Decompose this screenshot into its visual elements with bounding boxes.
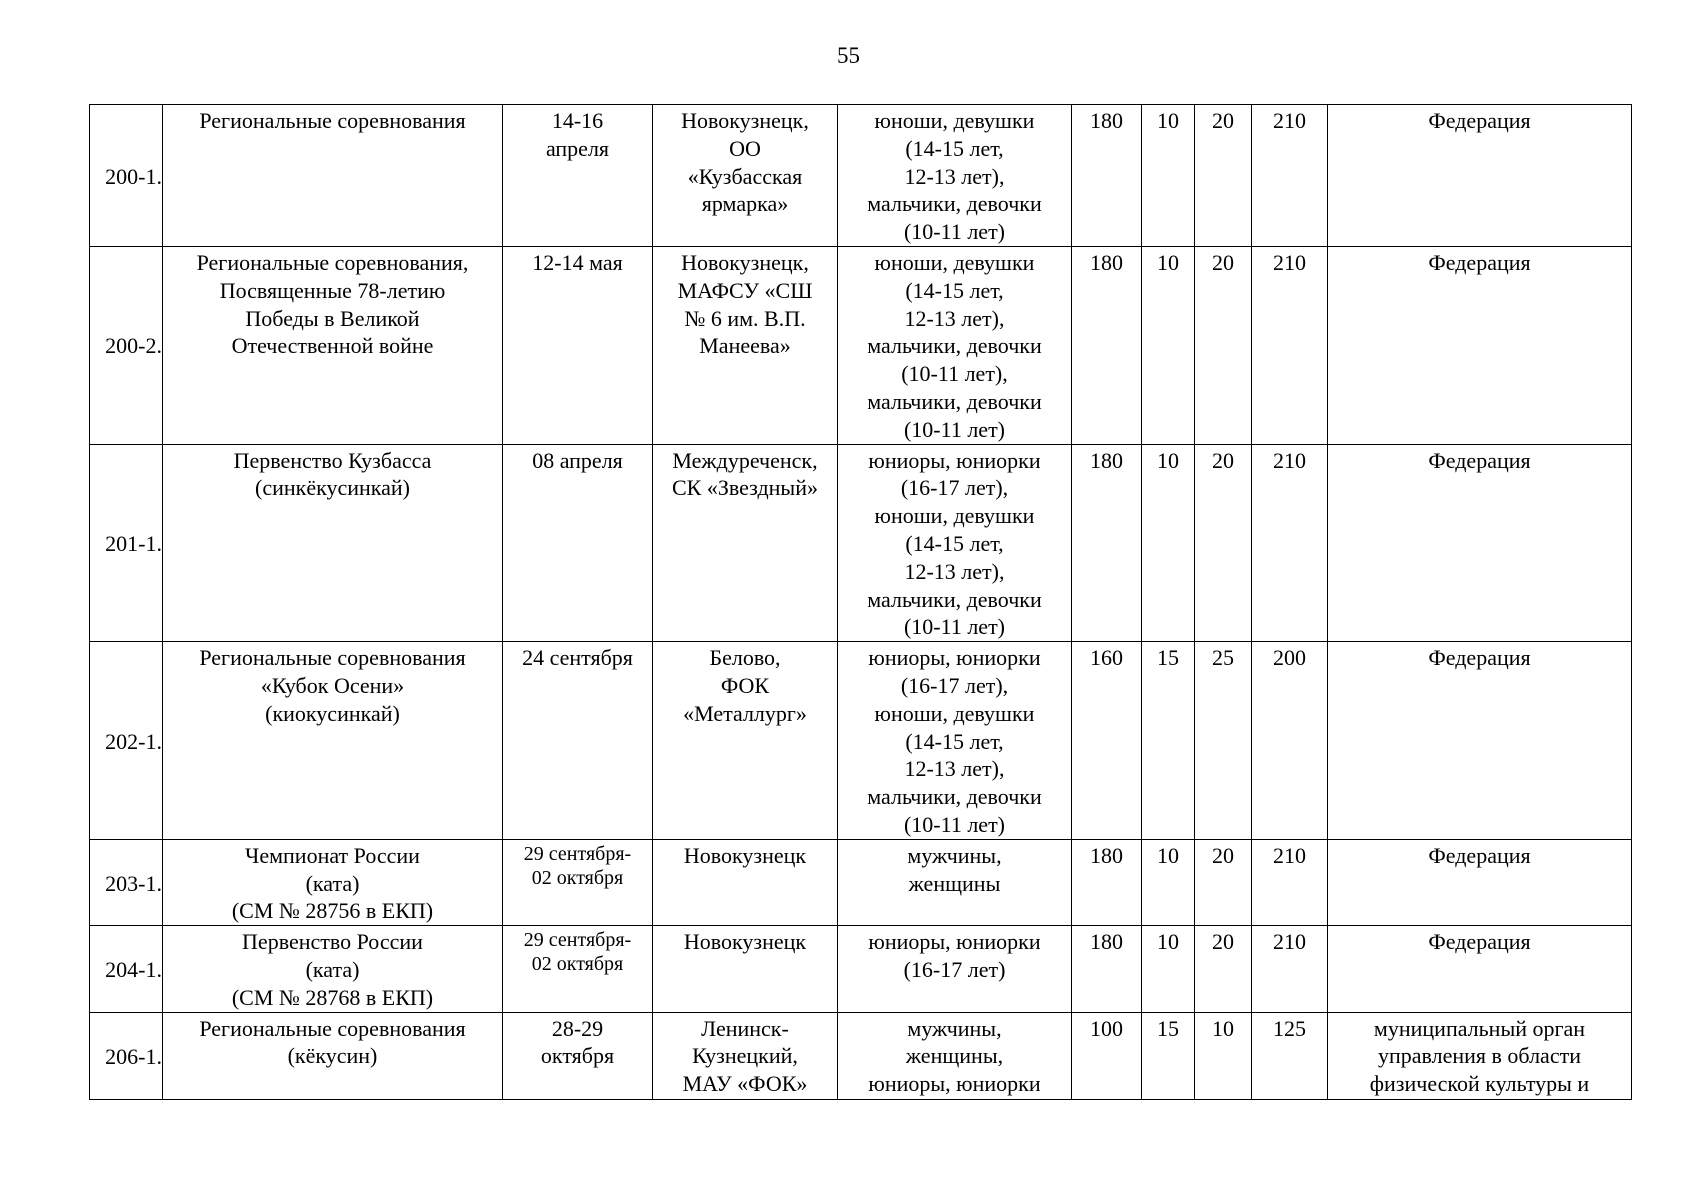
value-4-text: 210 <box>1273 929 1306 955</box>
value-1-cell <box>1072 246 1142 444</box>
value-2-text: 10 <box>1157 249 1179 275</box>
value-2-text: 10 <box>1157 447 1179 473</box>
table-body <box>90 105 1632 1100</box>
organizer-cell <box>1328 444 1632 642</box>
row-number-text: 204-1. <box>105 956 162 982</box>
event-name-text: Региональные соревнования «Кубок Осени» (киокусинкай) <box>199 645 466 726</box>
row-number-text: 200-1. <box>105 163 162 189</box>
participants-text: юниоры, юниорки (16-17 лет) <box>868 929 1041 982</box>
event-place-text: Ленинск- Кузнецкий, МАУ «ФОК» <box>682 1015 808 1097</box>
row-number-cell <box>90 105 163 247</box>
value-4-cell <box>1252 444 1328 642</box>
event-date-text: 28-29 октября <box>540 1015 615 1069</box>
row-number-cell <box>90 246 163 444</box>
event-place-cell <box>653 246 838 444</box>
event-name-cell <box>163 839 503 925</box>
value-1-text: 180 <box>1090 447 1123 473</box>
row-number-text: 200-2. <box>105 333 162 359</box>
value-2-cell <box>1142 642 1195 840</box>
participants-text: юноши, девушки (14-15 лет, 12-13 лет), мальчики, девочки (10-11 лет), мальчики, девочки (10-11 лет) <box>867 249 1042 442</box>
event-date-cell <box>503 839 653 925</box>
table-row <box>90 1012 1632 1099</box>
organizer-text: Федерация <box>1428 249 1531 275</box>
event-name-cell <box>163 926 503 1012</box>
organizer-cell <box>1328 1012 1632 1099</box>
value-2-cell <box>1142 926 1195 1012</box>
row-number-text: 202-1. <box>105 728 162 754</box>
event-date-cell <box>503 105 653 247</box>
value-4-text: 210 <box>1273 447 1306 473</box>
event-date-text: 29 сентября- 02 октября <box>523 842 632 889</box>
value-1-text: 100 <box>1090 1015 1123 1041</box>
event-place-cell <box>653 105 838 247</box>
value-4-text: 210 <box>1273 108 1306 133</box>
row-number-text: 201-1. <box>105 530 162 556</box>
value-3-cell <box>1195 105 1252 247</box>
value-2-text: 10 <box>1157 842 1179 868</box>
organizer-cell <box>1328 839 1632 925</box>
event-name-text: Чемпионат России (ката) (СМ № 28756 в ЕКП) <box>231 842 434 924</box>
row-number-text: 206-1. <box>105 1043 162 1069</box>
value-3-text: 20 <box>1212 929 1234 955</box>
value-4-text: 125 <box>1273 1015 1306 1041</box>
value-3-text: 20 <box>1212 249 1234 275</box>
event-date-text: 14-16 апреля <box>545 108 610 161</box>
value-1-text: 160 <box>1090 645 1123 671</box>
value-3-text: 25 <box>1212 645 1234 671</box>
value-3-cell <box>1195 642 1252 840</box>
event-date-text: 29 сентября- 02 октября <box>523 929 632 976</box>
event-date-cell <box>503 642 653 840</box>
value-3-text: 10 <box>1212 1015 1234 1041</box>
event-place-cell <box>653 444 838 642</box>
organizer-cell <box>1328 642 1632 840</box>
participants-text: мужчины, женщины <box>907 842 1002 896</box>
event-place-text: Новокузнецк <box>683 842 807 868</box>
value-1-text: 180 <box>1090 108 1123 133</box>
value-3-cell <box>1195 444 1252 642</box>
row-number-cell <box>90 1012 163 1099</box>
value-3-cell <box>1195 839 1252 925</box>
organizer-text: Федерация <box>1428 108 1531 133</box>
event-place-cell <box>653 1012 838 1099</box>
event-name-cell <box>163 1012 503 1099</box>
event-name-text: Первенство Кузбасса (синкёкусинкай) <box>233 447 432 501</box>
table-row <box>90 105 1632 247</box>
events-table <box>89 104 1632 1100</box>
value-4-cell <box>1252 105 1328 247</box>
event-date-cell <box>503 926 653 1012</box>
participants-cell <box>838 1012 1072 1099</box>
value-1-text: 180 <box>1090 842 1123 868</box>
value-2-cell <box>1142 105 1195 247</box>
participants-text: юноши, девушки (14-15 лет, 12-13 лет), мальчики, девочки (10-11 лет) <box>867 108 1042 245</box>
value-3-cell <box>1195 926 1252 1012</box>
organizer-text: Федерация <box>1428 447 1531 473</box>
event-name-cell <box>163 246 503 444</box>
value-2-text: 15 <box>1157 1015 1179 1041</box>
value-4-text: 210 <box>1273 249 1306 275</box>
value-3-cell <box>1195 1012 1252 1099</box>
value-1-cell <box>1072 1012 1142 1099</box>
value-2-text: 10 <box>1157 929 1179 955</box>
value-1-cell <box>1072 642 1142 840</box>
value-1-cell <box>1072 444 1142 642</box>
page-number: 55 <box>837 43 860 68</box>
participants-text: юниоры, юниорки (16-17 лет), юноши, девушки (14-15 лет, 12-13 лет), мальчики, девочки (10-11 лет) <box>867 447 1042 640</box>
value-4-text: 200 <box>1273 645 1306 671</box>
event-name-text: Региональные соревнования, Посвященные 78-летию Победы в Великой Отечественной войне <box>196 249 469 359</box>
value-2-text: 10 <box>1157 108 1179 133</box>
value-1-cell <box>1072 105 1142 247</box>
value-3-text: 20 <box>1212 447 1234 473</box>
value-4-cell <box>1252 926 1328 1012</box>
value-4-cell <box>1252 246 1328 444</box>
event-date-cell <box>503 246 653 444</box>
participants-text: юниоры, юниорки (16-17 лет), юноши, девушки (14-15 лет, 12-13 лет), мальчики, девочки (10-11 лет) <box>867 645 1042 837</box>
row-number-cell <box>90 839 163 925</box>
event-name-cell <box>163 444 503 642</box>
participants-cell <box>838 105 1072 247</box>
event-place-cell <box>653 642 838 840</box>
value-4-text: 210 <box>1273 842 1306 868</box>
event-date-text: 08 апреля <box>532 447 623 473</box>
event-name-text: Региональные соревнования (кёкусин) <box>199 1015 466 1069</box>
event-date-cell <box>503 444 653 642</box>
row-number-text: 203-1. <box>105 870 162 896</box>
participants-text: мужчины, женщины, юниоры, юниорки <box>868 1015 1041 1097</box>
event-name-cell <box>163 105 503 247</box>
table-row <box>90 246 1632 444</box>
organizer-text: Федерация <box>1428 929 1531 955</box>
organizer-cell <box>1328 105 1632 247</box>
value-3-text: 20 <box>1212 108 1234 133</box>
event-name-cell <box>163 642 503 840</box>
participants-cell <box>838 642 1072 840</box>
event-place-text: Белово, ФОК «Металлург» <box>683 645 807 726</box>
row-number-cell <box>90 642 163 840</box>
value-2-cell <box>1142 444 1195 642</box>
event-place-text: Междуреченск, СК «Звездный» <box>672 447 818 501</box>
participants-cell <box>838 839 1072 925</box>
row-number-cell <box>90 926 163 1012</box>
value-2-cell <box>1142 246 1195 444</box>
event-place-cell <box>653 839 838 925</box>
value-2-cell <box>1142 839 1195 925</box>
value-4-cell <box>1252 839 1328 925</box>
value-2-text: 15 <box>1157 645 1179 671</box>
table-row <box>90 642 1632 840</box>
event-date-cell <box>503 1012 653 1099</box>
value-4-cell <box>1252 642 1328 840</box>
table-row <box>90 926 1632 1012</box>
event-place-text: Новокузнецк <box>683 929 807 955</box>
event-place-cell <box>653 926 838 1012</box>
organizer-text: Федерация <box>1428 645 1531 671</box>
table-row <box>90 839 1632 925</box>
participants-cell <box>838 246 1072 444</box>
organizer-cell <box>1328 926 1632 1012</box>
event-place-text: Новокузнецк, МАФСУ «СШ № 6 им. В.П. Манеева» <box>677 249 813 359</box>
value-1-cell <box>1072 839 1142 925</box>
participants-cell <box>838 926 1072 1012</box>
organizer-text: муниципальный орган управления в области физической культуры и <box>1369 1015 1590 1097</box>
event-name-text: Первенство России (ката) (СМ № 28768 в ЕКП) <box>231 929 434 1010</box>
event-place-text: Новокузнецк, ОО «Кузбасская ярмарка» <box>681 108 809 217</box>
row-number-cell <box>90 444 163 642</box>
value-1-cell <box>1072 926 1142 1012</box>
value-3-cell <box>1195 246 1252 444</box>
table-row <box>90 444 1632 642</box>
event-date-text: 24 сентября <box>522 645 633 671</box>
organizer-cell <box>1328 246 1632 444</box>
value-3-text: 20 <box>1212 842 1234 868</box>
event-name-text: Региональные соревнования <box>199 108 466 133</box>
event-date-text: 12-14 мая <box>532 249 623 275</box>
value-1-text: 180 <box>1090 929 1123 955</box>
organizer-text: Федерация <box>1428 842 1531 868</box>
value-4-cell <box>1252 1012 1328 1099</box>
value-2-cell <box>1142 1012 1195 1099</box>
value-1-text: 180 <box>1090 249 1123 275</box>
participants-cell <box>838 444 1072 642</box>
